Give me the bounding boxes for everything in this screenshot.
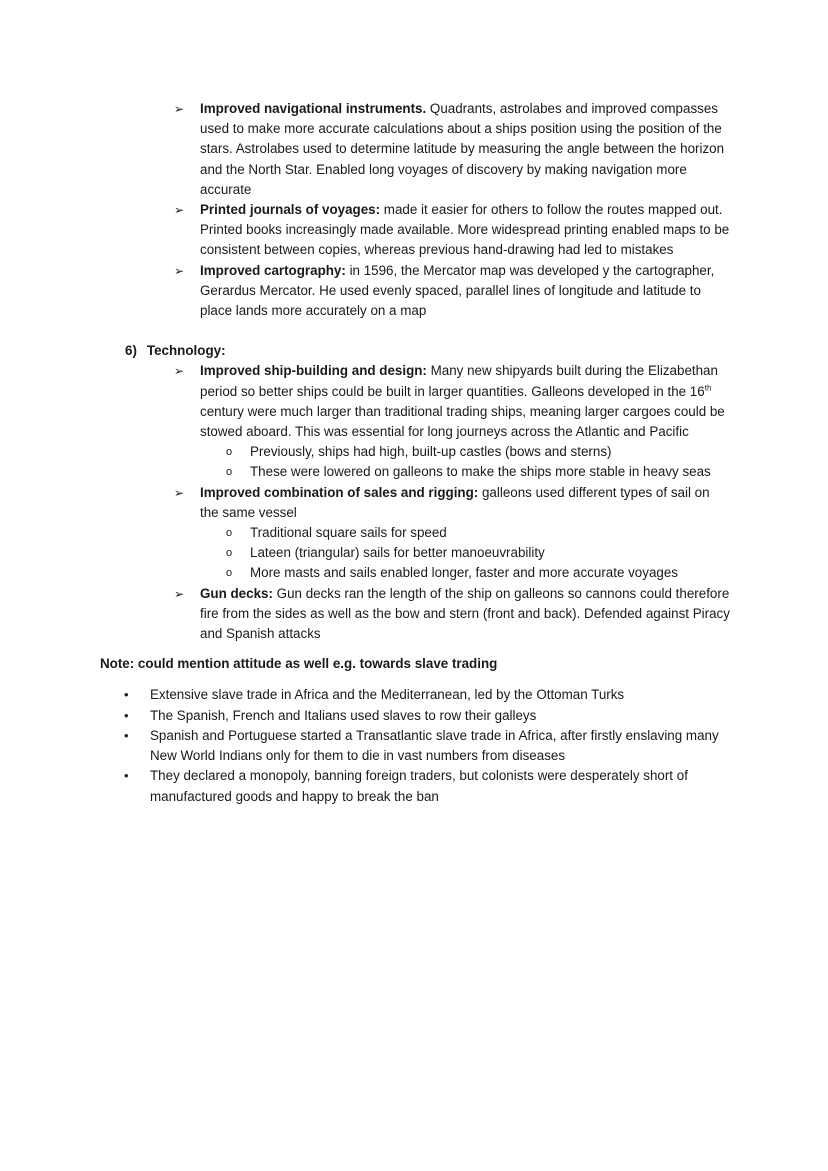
circle-bullet-icon: o — [226, 567, 233, 580]
section-title: Technology: — [146, 343, 226, 359]
item-text: galleons used different types of sail on the same vessel — [200, 484, 710, 520]
item-text-continued: century were much larger than traditional trading ships, meaning larger cargoes could be stowed aboard. This was essential for long journeys across the Atlantic and Pacific — [200, 403, 725, 440]
arrow-item-sails — [0, 483, 730, 523]
item-text: made it easier for others to follow the routes mapped out. Printed books increasingly made available. More widespread printing enabled maps to be consistent between copies, whereas previous hand-drawing had led to mistakes — [200, 202, 730, 258]
item-text: Gun decks ran the length of the ship on galleons so cannons could therefore fire from the sides as well as the bow and stern (front and back). Defended against Piracy and Spanish attacks — [200, 585, 730, 642]
arrow-bullet-icon: ➢ — [174, 485, 185, 500]
sub-item-text: Previously, ships had high, built-up castles (bows and sterns) — [250, 444, 612, 460]
arrow-item-cartography — [0, 261, 730, 322]
arrow-bullet-icon: ➢ — [174, 586, 185, 601]
list-item-text: They declared a monopoly, banning foreign traders, but colonists were desperately short of manufactured goods and happy to break the ban — [150, 768, 688, 804]
superscript: th — [704, 383, 712, 393]
item-text: Many new shipyards built during the Elizabethan period so better ships could be built in larger quantities. Galleons developed in the 16 — [200, 363, 718, 399]
document-page — [0, 99, 828, 807]
bullet-icon: • — [124, 768, 129, 784]
sub-item — [0, 462, 750, 482]
sub-item — [0, 442, 750, 462]
sub-item-text: More masts and sails enabled longer, faster and more accurate voyages — [250, 565, 678, 581]
arrow-bullet-icon: ➢ — [174, 102, 185, 116]
bullet-icon: • — [124, 687, 129, 703]
item-title: Improved combination of sales and rigging: — [200, 484, 479, 500]
bullet-icon: • — [124, 707, 129, 723]
list-item — [0, 726, 730, 766]
arrow-bullet-icon: ➢ — [174, 364, 185, 379]
sub-item-text: Traditional square sails for speed — [250, 525, 447, 541]
list-item — [0, 766, 730, 806]
list-item-text: The Spanish, French and Italians used slaves to row their galleys — [150, 707, 537, 723]
sub-item — [0, 543, 750, 563]
section-heading-technology — [0, 341, 828, 361]
item-title: Improved ship-building and design: — [200, 363, 427, 379]
item-title: Gun decks: — [200, 585, 273, 601]
sub-item — [0, 563, 750, 583]
list-item-text: Spanish and Portuguese started a Transatlantic slave trade in Africa, after firstly enslaving many New World Indians only for them to die in vast numbers from diseases — [150, 727, 719, 764]
list-item — [0, 706, 730, 726]
arrow-item-gun-decks — [0, 584, 730, 645]
list-item-text: Extensive slave trade in Africa and the Mediterranean, led by the Ottoman Turks — [150, 687, 625, 703]
sub-item-text: Lateen (triangular) sails for better manoeuvrability — [250, 545, 545, 561]
circle-bullet-icon: o — [226, 446, 233, 459]
circle-bullet-icon: o — [226, 466, 233, 479]
circle-bullet-icon: o — [226, 547, 233, 560]
arrow-item-shipbuilding — [0, 361, 730, 442]
arrow-bullet-icon: ➢ — [174, 203, 185, 218]
item-text: in 1596, the Mercator map was developed y the cartographer, Gerardus Mercator. He used evenly spaced, parallel lines of longitude and latitude to place lands more accurately on a map — [200, 262, 715, 319]
arrow-item-printed-journals — [0, 200, 730, 261]
note-heading: Note: could mention attitude as well e.g. towards slave trading — [100, 656, 498, 672]
section-number: 6) — [125, 343, 137, 359]
arrow-bullet-icon: ➢ — [174, 263, 185, 278]
item-title: Improved navigational instruments. — [200, 101, 427, 116]
arrow-item-navigation — [0, 99, 730, 200]
sub-item-text: These were lowered on galleons to make the ships more stable in heavy seas — [250, 464, 711, 480]
circle-bullet-icon: o — [226, 527, 233, 540]
item-text: Quadrants, astrolabes and improved compasses used to make more accurate calculations about a ships position using the position of the stars. Astrolabes used to determine latitude by measuring the angle between the horizon and the North Star. Enabled long voyages of discovery by making navigation more accurate — [200, 101, 725, 197]
bullet-list — [0, 685, 828, 806]
list-item — [0, 685, 730, 705]
item-title: Printed journals of voyages: — [200, 202, 381, 218]
sub-item — [0, 523, 750, 543]
bullet-icon: • — [124, 727, 129, 743]
item-title: Improved cartography: — [200, 262, 346, 278]
